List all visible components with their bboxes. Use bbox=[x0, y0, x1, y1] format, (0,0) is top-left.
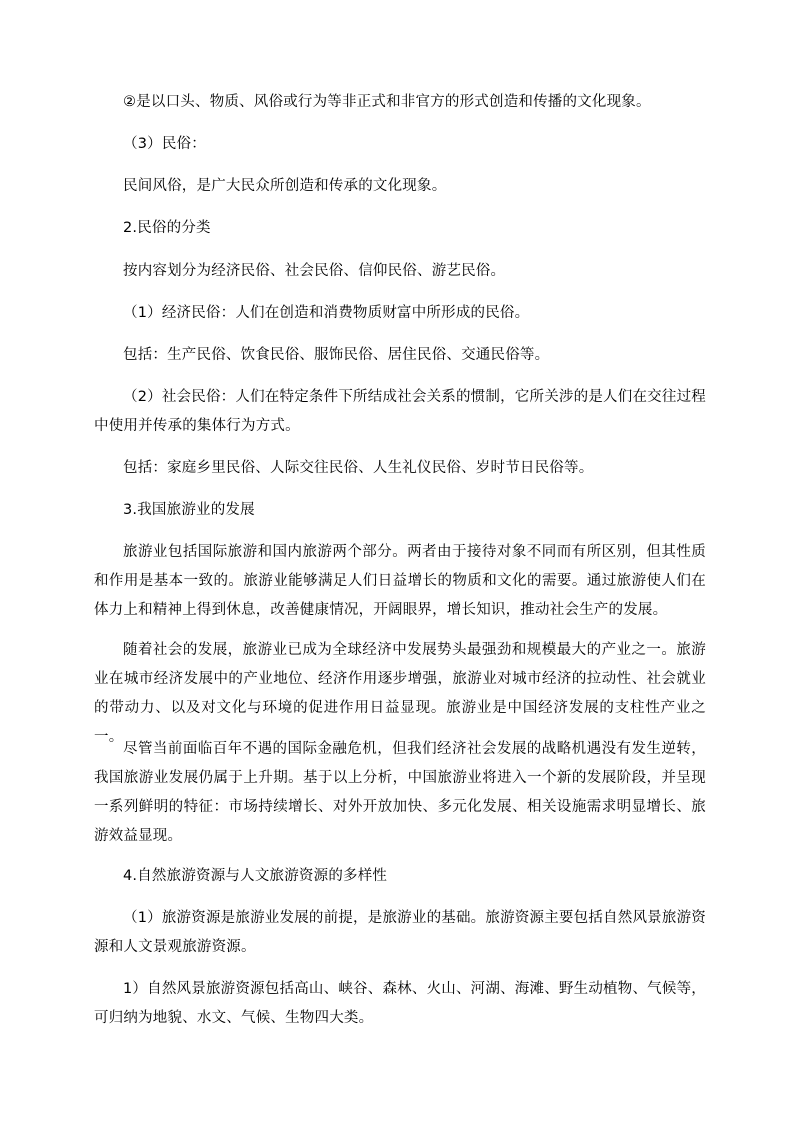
paragraph-13: 尽管当前面临百年不遇的国际金融危机，但我们经济社会发展的战略机遇没有发生逆转，我国旅游业发展仍属于上升期。基于以上分析，中国旅游业将进入一个新的发展阶段，并呈现一系列鲜明的特征：市场持续增长、对外开放加快、多元化发展、相关设施需求明显增长、旅游效益显现。 bbox=[94, 741, 706, 844]
paragraph-8: （2）社会民俗：人们在特定条件下所结成社会关系的惯制，它所关涉的是人们在交往过程中使用并传承的集体行为方式。 bbox=[94, 389, 706, 434]
paragraph-6: （1）经济民俗：人们在创造和消费物质财富中所形成的民俗。 bbox=[123, 305, 530, 321]
paragraph-7: 包括：生产民俗、饮食民俗、服饰民俗、居住民俗、交通民俗等。 bbox=[123, 347, 550, 363]
paragraph-12: 随着社会的发展，旅游业已成为全球经济中发展势头最强劲和规模最大的产业之一。旅游业在城市经济发展中的产业地位、经济作用逐步增强，旅游业对城市经济的拉动性、社会就业的带动力、以及对文化与环境的促进作用日益显现。旅游业是中国经济发展的支柱性产业之一。 bbox=[94, 642, 706, 745]
paragraph-16: 1）自然风景旅游资源包括高山、峡谷、森林、火山、河湖、海滩、野生动植物、气候等，可归纳为地貌、水文、气候、生物四大类。 bbox=[94, 981, 706, 1026]
paragraph-15: （1）旅游资源是旅游业发展的前提，是旅游业的基础。旅游资源主要包括自然风景旅游资源和人文景观旅游资源。 bbox=[94, 910, 706, 955]
paragraph-9: 包括：家庭乡里民俗、人际交往民俗、人生礼仪民俗、岁时节日民俗等。 bbox=[123, 460, 594, 476]
paragraph-5: 按内容划分为经济民俗、社会民俗、信仰民俗、游艺民俗。 bbox=[123, 263, 506, 279]
paragraph-2: （3）民俗： bbox=[123, 136, 206, 152]
section-heading-3: 3.我国旅游业的发展 bbox=[123, 502, 255, 518]
paragraph-11: 旅游业包括国际旅游和国内旅游两个部分。两者由于接待对象不同而有所区别，但其性质和作用是基本一致的。旅游业能够满足人们日益增长的物质和文化的需要。通过旅游使人们在体力上和精神上得到休息，改善健康情况，开阔眼界，增长知识，推动社会生产的发展。 bbox=[94, 544, 706, 618]
section-heading-4: 4.自然旅游资源与人文旅游资源的多样性 bbox=[123, 868, 388, 884]
paragraph-1: ②是以口头、物质、风俗或行为等非正式和非官方的形式创造和传播的文化现象。 bbox=[123, 94, 651, 110]
paragraph-3: 民间风俗，是广大民众所创造和传承的文化现象。 bbox=[123, 178, 447, 194]
section-heading-2: 2.民俗的分类 bbox=[123, 220, 211, 236]
